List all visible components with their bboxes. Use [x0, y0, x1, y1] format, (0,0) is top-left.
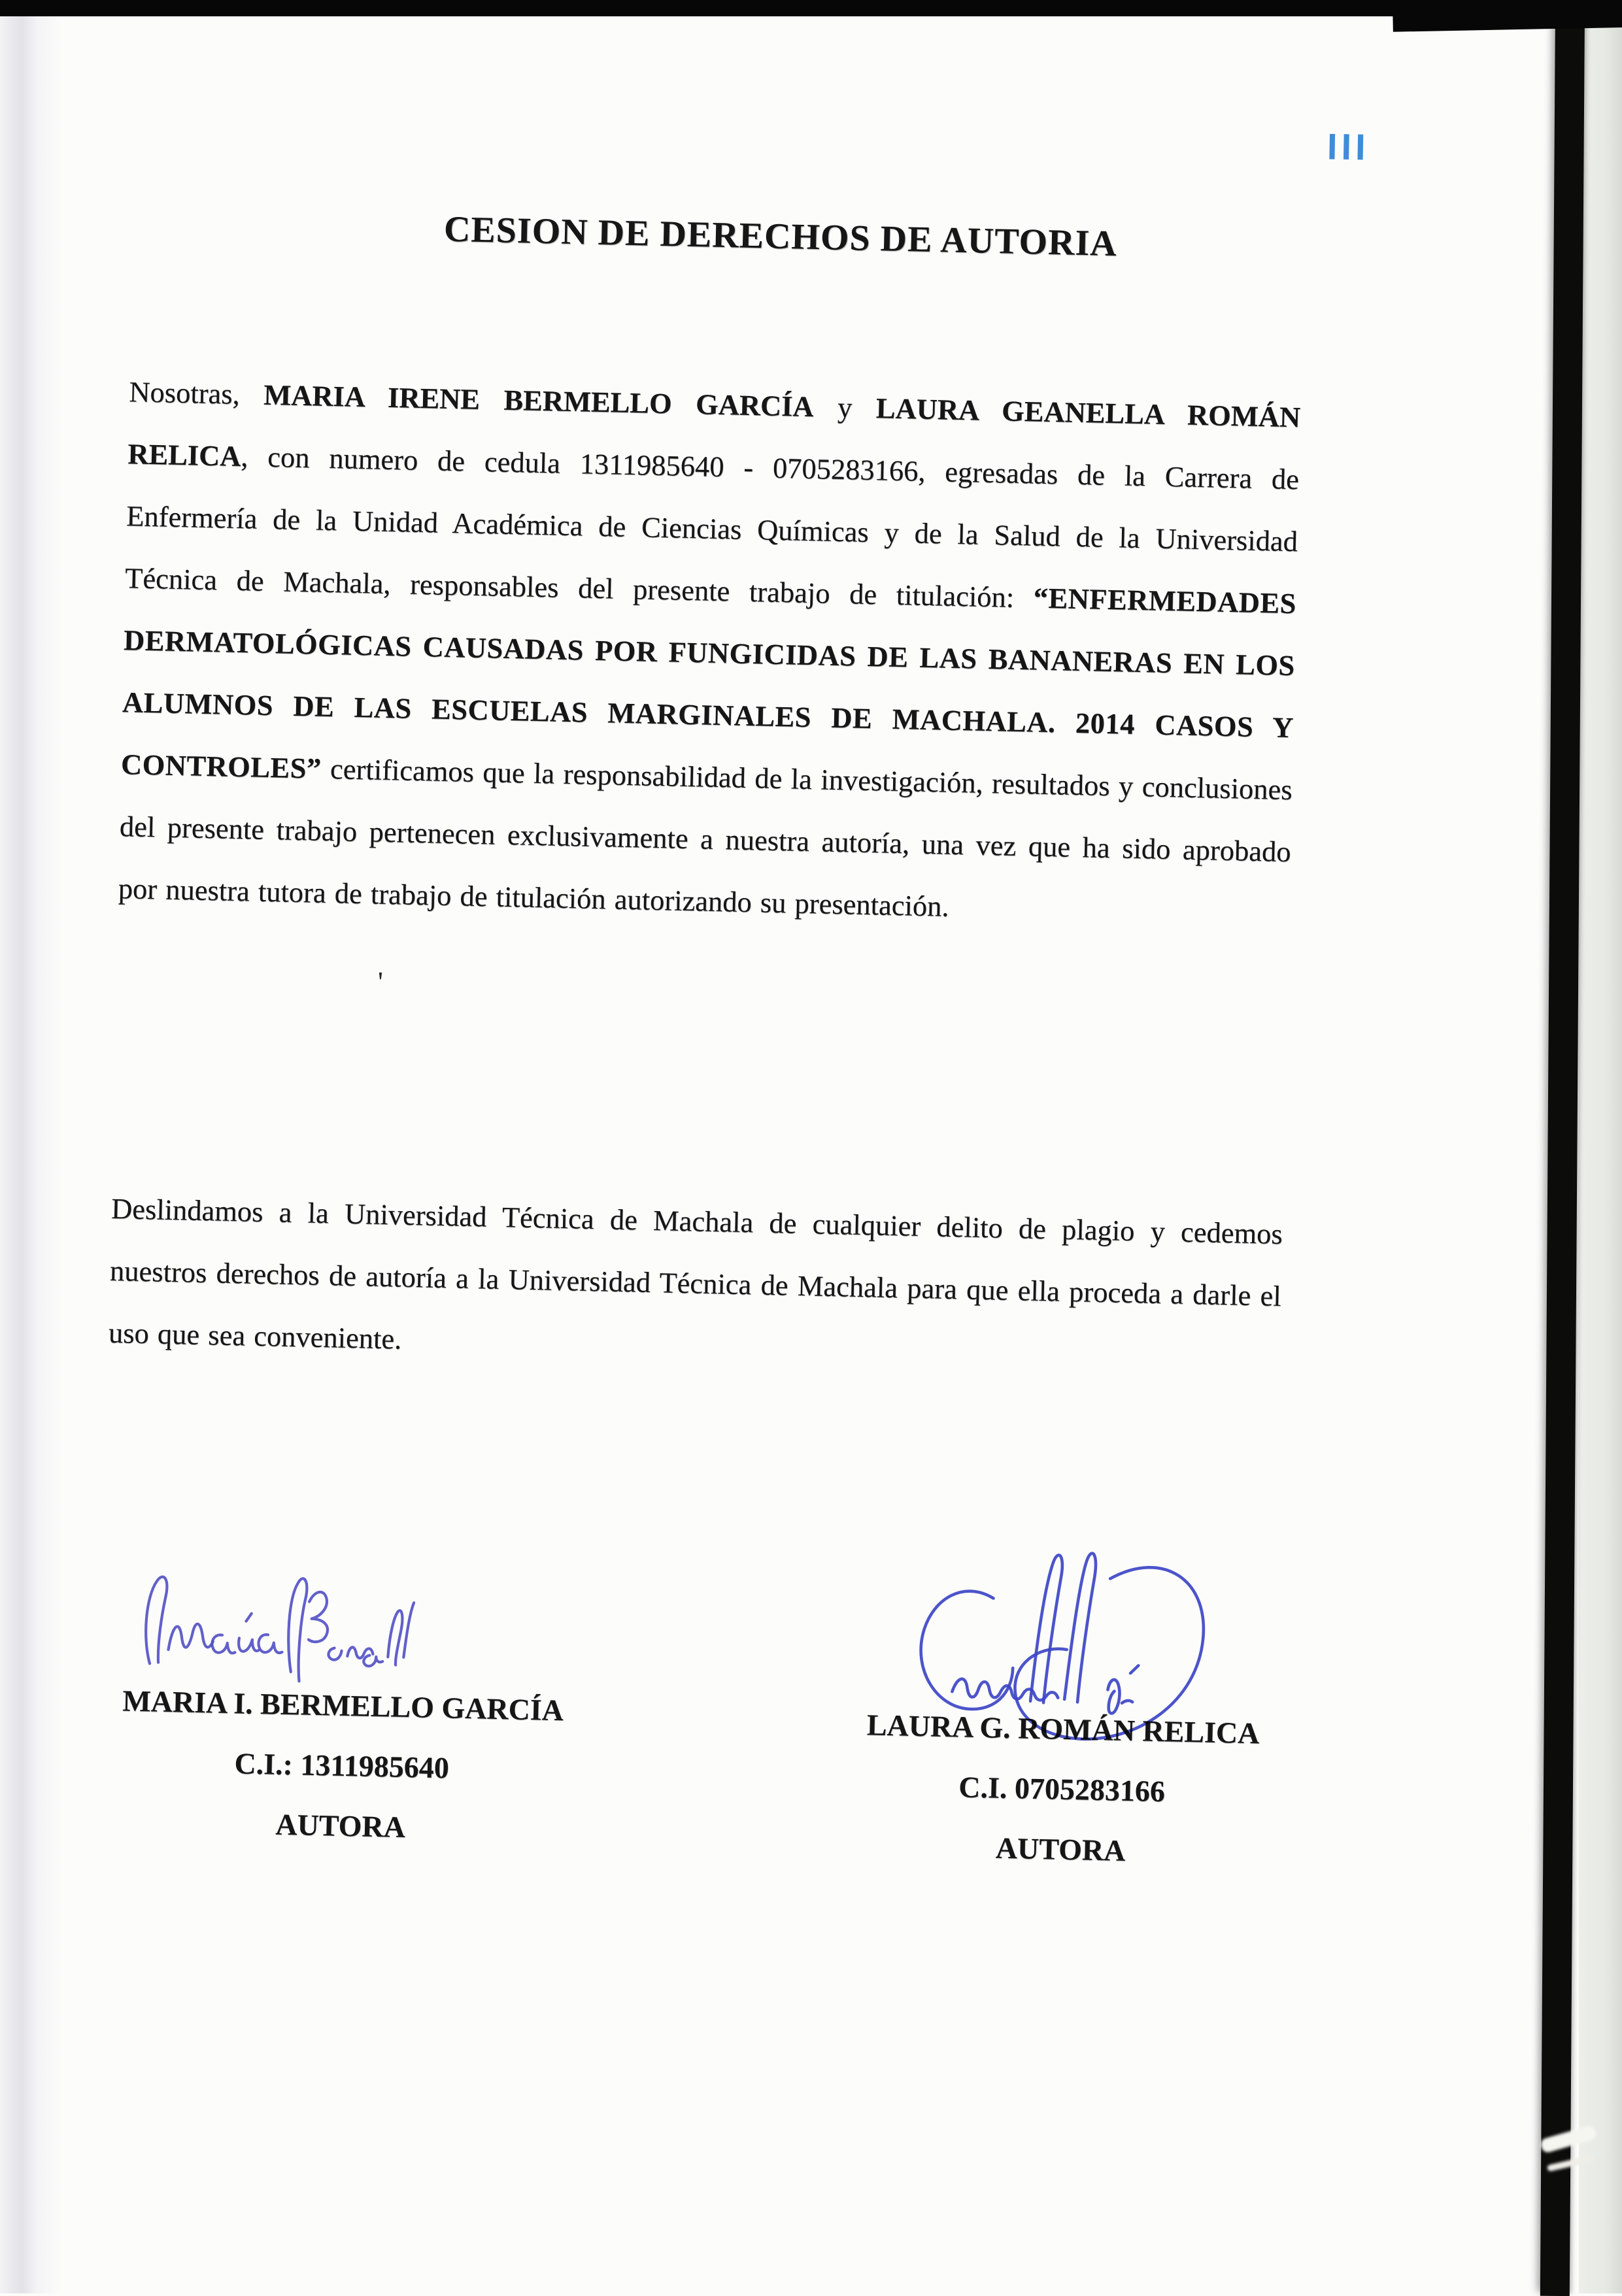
author-name-1: MARIA IRENE BERMELLO GARCÍA: [263, 378, 815, 424]
signer-id: C.I. 0705283166: [958, 1770, 1166, 1808]
signer-id: C.I.: 1311985640: [233, 1746, 450, 1785]
document-title: CESION DE DERECHOS DE AUTORIA: [443, 208, 1118, 265]
document-content: [85, 196, 1311, 2019]
signature-block-maria: [88, 1670, 596, 1861]
p1-intro: Nosotras,: [128, 375, 264, 411]
p1-middle: , con numero de cedula 1311985640 - 0705283166, egresadas de la Carrera de Enfermería de la Unidad Académica de Ciencias Químicas y de la Salud de la Universidad Técnica de Machala, responsables del presente trabajo de titulación:: [124, 439, 1300, 614]
stray-ink-mark: ': [377, 965, 384, 998]
p1-closing: certificamos que la responsabilidad de la investigación, resultados y conclusiones del presente trabajo pertenecen exclusivamente a nuestra autoría, una vez que ha sido aprobado por nuestra tutora de trabajo de titulación autorizando su presentación.: [118, 752, 1293, 923]
signer-name: MARIA I. BERMELLO GARCÍA: [122, 1684, 564, 1727]
signer-name: LAURA G. ROMÁN RELICA: [866, 1708, 1260, 1750]
handwritten-signature-maria: [139, 1554, 416, 1697]
book-cover-edge: [1540, 12, 1585, 2296]
scan-top-corner-band: [1393, 0, 1622, 32]
book-pages-edge: [1579, 0, 1622, 2293]
p1-conjunction: y: [813, 390, 877, 425]
handwritten-signature-laura: [913, 1534, 1225, 1756]
scan-top-band: [0, 0, 1622, 16]
author-name-2: LAURA GEANELLA ROMÁN RELICA: [127, 391, 1301, 473]
scan-gutter-shadow: [0, 0, 62, 2293]
paragraph-disclaimer: Deslindamos a la Universidad Técnica de Machala de cualquier delito de plagio y cedemos nuestros derechos de autoría a la Universidad Técnica de Machala para que ella proceda a darle el uso que sea conveniente.: [108, 1191, 1283, 1356]
thesis-title: “ENFERMEDADES DERMATOLÓGICAS CAUSADAS POR FUNGICIDAS DE LAS BANANERAS EN LOS ALUMNOS DE LAS ESCUELAS MARGINALES DE MACHALA. 2014 CASOS Y CONTROLES”: [120, 581, 1297, 785]
signer-role: AUTORA: [995, 1831, 1126, 1868]
signer-role: AUTORA: [275, 1807, 406, 1844]
page-number: III: [1326, 125, 1370, 168]
paragraph-declaration: [118, 361, 1301, 945]
